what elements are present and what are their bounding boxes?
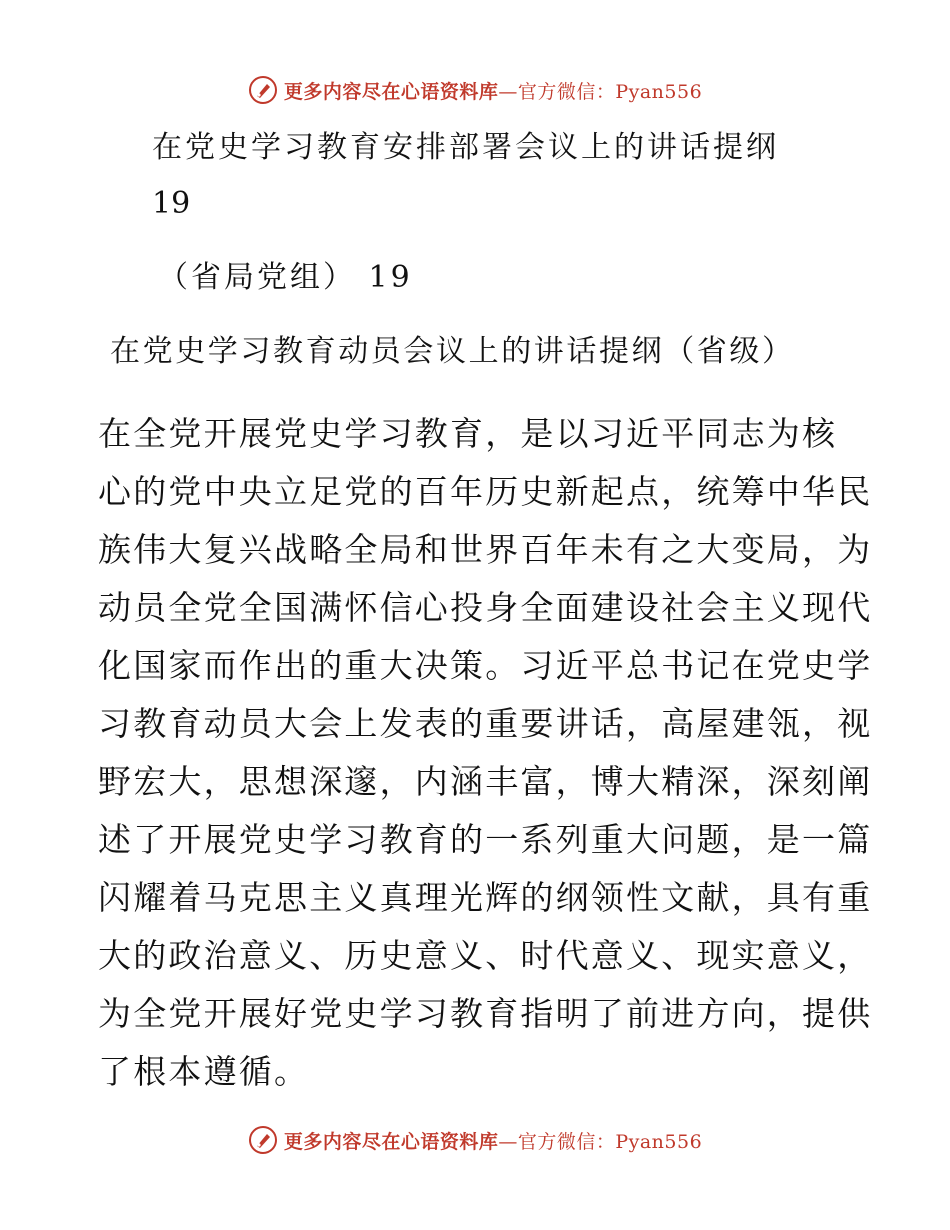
watermark-text xyxy=(284,1127,702,1154)
watermark-sub: —官方微信：Pyan556 xyxy=(498,80,703,103)
paragraph-line: 大的政治意义、历史意义、时代意义、现实意义， xyxy=(98,936,873,975)
paragraph-line: 化国家而作出的重大决策。习近平总书记在党史学 xyxy=(98,646,873,685)
watermark-main: 更多内容尽在心语资料库 xyxy=(283,1130,499,1153)
watermark-text xyxy=(284,77,702,104)
watermark-banner-top xyxy=(0,70,950,110)
toc-heading-2: （省局党组） 19 xyxy=(158,260,413,295)
watermark-sub: —官方微信：Pyan556 xyxy=(498,1130,703,1153)
paragraph-line: 了根本遵循。 xyxy=(98,1052,310,1091)
paragraph-line: 述了开展党史学习教育的一系列重大问题，是一篇 xyxy=(98,820,873,859)
toc-heading-1-page: 19 xyxy=(152,186,191,221)
watermark-main: 更多内容尽在心语资料库 xyxy=(283,80,499,103)
paragraph-line: 在全党开展党史学习教育，是以习近平同志为核 xyxy=(98,414,838,453)
paragraph-line: 族伟大复兴战略全局和世界百年未有之大变局，为 xyxy=(98,530,873,569)
paragraph-line: 闪耀着马克思主义真理光辉的纲领性文献，具有重 xyxy=(98,878,873,917)
section-heading: 在党史学习教育动员会议上的讲话提纲（省级） xyxy=(110,334,795,369)
toc-heading-1: 在党史学习教育安排部署会议上的讲话提纲 xyxy=(152,130,779,165)
watermark-banner-bottom xyxy=(0,1120,950,1160)
paragraph-line: 为全党开展好党史学习教育指明了前进方向，提供 xyxy=(98,994,873,1033)
body-paragraph xyxy=(98,405,873,1101)
paragraph-line: 心的党中央立足党的百年历史新起点，统筹中华民 xyxy=(98,472,873,511)
pen-nib-logo-icon xyxy=(248,75,278,105)
pen-nib-logo-icon xyxy=(248,1125,278,1155)
paragraph-line: 动员全党全国满怀信心投身全面建设社会主义现代 xyxy=(98,588,873,627)
paragraph-line: 野宏大，思想深邃，内涵丰富，博大精深，深刻阐 xyxy=(98,762,873,801)
paragraph-line: 习教育动员大会上发表的重要讲话，高屋建瓴，视 xyxy=(98,704,873,743)
